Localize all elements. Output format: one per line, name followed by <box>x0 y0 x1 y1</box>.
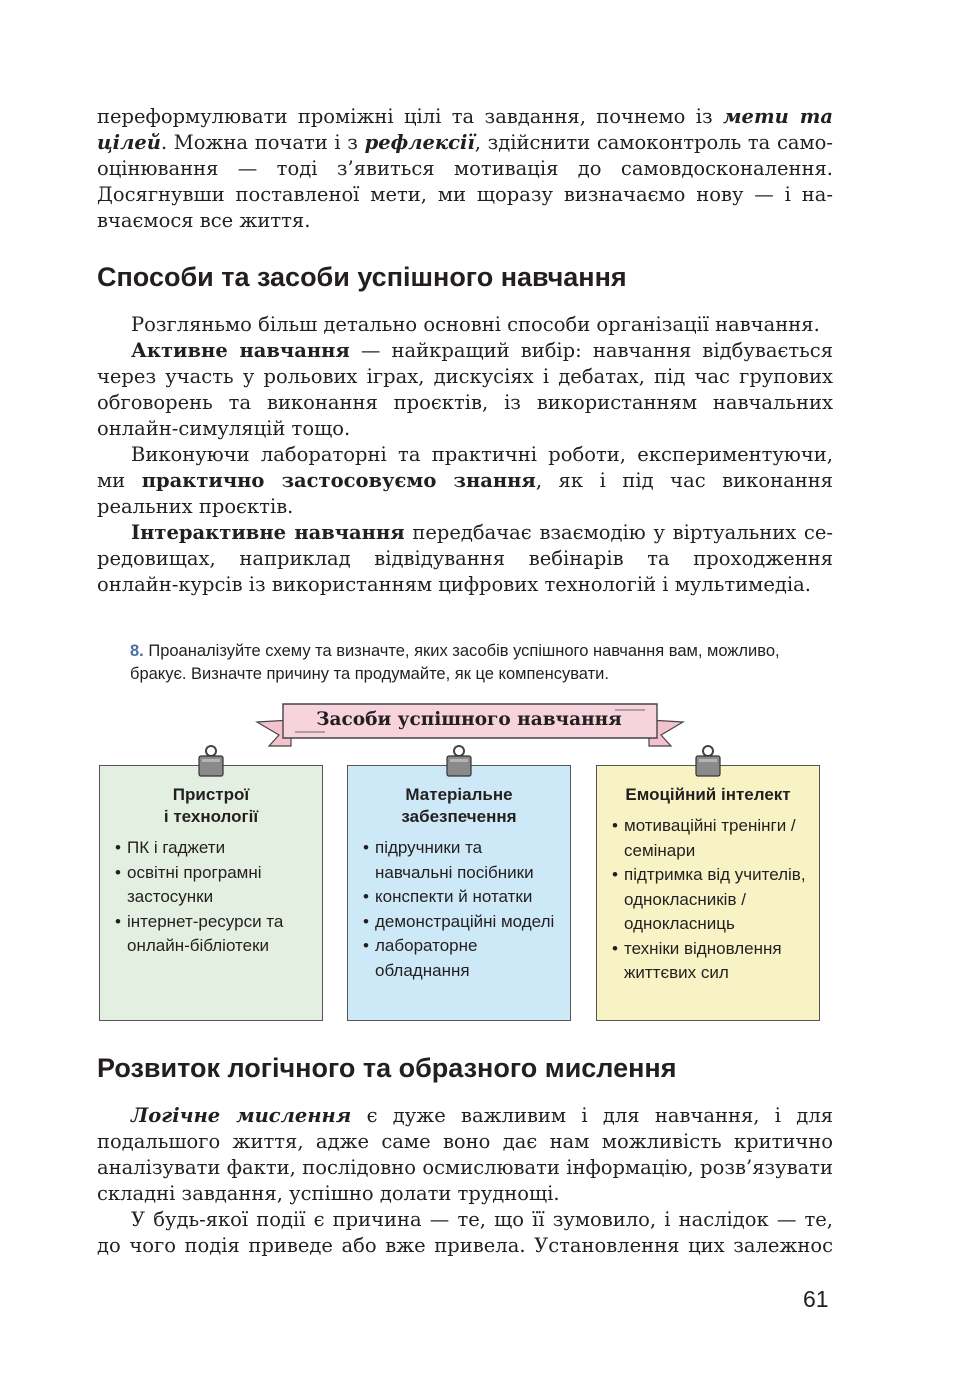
paragraph <box>97 442 833 520</box>
section-heading-methods: Способи та засоби успішного навчання <box>97 262 627 292</box>
paragraph: У будь-якої події є причина — те, що її зумовило, і наслідок — те, до чого подія приведе або вже привела. Установлення цих залежнос <box>97 1208 833 1257</box>
task-8 <box>130 640 834 686</box>
list-item: • мотиваційні тренінги / семінари <box>612 814 809 863</box>
emphasis-text: рефлексії <box>364 131 475 154</box>
list-item: • техніки відновлення життєвих сил <box>612 937 809 986</box>
list-item: • ПК і гаджети <box>115 836 312 861</box>
task-text: Проаналізуйте схему та визначте, яких засобів успішного навчання вам, можливо, бракує. Визначте причину та продумайте, як це компенсувати. <box>130 642 780 683</box>
binder-clip-icon <box>193 744 229 778</box>
text-run: переформулювати проміжні цілі та завдання, почнемо із <box>97 105 724 128</box>
list-item: • інтернет-ресурси та онлайн-бібліотеки <box>115 910 312 959</box>
paragraph: Розгляньмо більш детально основні способи організації навчання. <box>131 313 820 336</box>
paragraph <box>97 1103 833 1207</box>
list-item: • освітні програмні застосунки <box>115 861 312 910</box>
list-item: • лабораторне обладнання <box>363 934 560 983</box>
intro-paragraph <box>97 104 833 234</box>
bold-term: Інтерактивне навчання <box>131 521 405 544</box>
text-run: , як і під час виконання реальних проєктів. <box>97 469 833 518</box>
section1-body <box>97 312 833 598</box>
section2-body <box>97 1103 833 1259</box>
text-run: , здійснити самоконтроль та самооцінювання — тоді з’явиться мотивація до самовдосконалення. Досягнувши поставленої мети, ми щоразу визначаємо нову — і навчаємося все життя. <box>97 131 833 232</box>
card-devices <box>99 765 323 1021</box>
binder-clip-icon <box>690 744 726 778</box>
card-list <box>100 836 322 959</box>
list-item: • демонстраційні моделі <box>363 910 560 935</box>
emphasis-text: Логічне мислення <box>131 1104 352 1127</box>
list-item: • конспекти й нотатки <box>363 885 560 910</box>
page-number: 61 <box>803 1286 829 1312</box>
paragraph <box>97 338 833 442</box>
card-title: Емоційний інтелект <box>625 785 791 804</box>
card-list <box>597 814 819 986</box>
binder-clip-icon <box>441 744 477 778</box>
diagram-title: Засоби успішного навчання <box>316 709 622 730</box>
section-heading-thinking: Розвиток логічного та образного мислення <box>97 1053 677 1083</box>
intro-block <box>97 104 833 234</box>
text-run: . Можна почати і з <box>160 131 365 154</box>
card-materials <box>347 765 571 1021</box>
card-title: Матеріальне забезпечення <box>401 785 517 826</box>
text-run: — найкращий вибір: навчання відбувається через участь у рольових іграх, дискусіях і дебатах, під час групових обговорень та виконання проєктів, із використанням навчальних онлайн-симуляцій тощо. <box>97 339 833 440</box>
text-run: є дуже важливим і для навчання, і для подальшого життя, адже саме воно дає нам можливість критично аналізувати факти, послідовно осмислювати інформацію, розв’язувати складні завдання, успішно долати труднощі. <box>97 1104 834 1205</box>
text-run: Виконуючи лабораторні та практичні роботи, експериментуючи, ми <box>97 443 833 492</box>
card-list <box>348 836 570 983</box>
text-run: передбачає взаємодію у віртуальних середовищах, наприклад відвідування вебінарів та проходження онлайн-курсів із використанням цифрових технологій і мультимедіа. <box>97 521 833 596</box>
bold-term: Активне навчання <box>131 339 350 362</box>
paragraph <box>97 520 833 598</box>
card-title: Пристрої і технології <box>163 785 259 826</box>
list-item: • підручники та навчальні посібники <box>363 836 560 885</box>
card-emotional <box>596 765 820 1021</box>
bold-term: практично застосовуємо знання <box>141 469 536 492</box>
task-number: 8. <box>130 642 144 660</box>
list-item: • підтримка від учителів, однокласників / однокласниць <box>612 863 809 937</box>
emphasis-text: мети та цілей <box>97 105 834 154</box>
